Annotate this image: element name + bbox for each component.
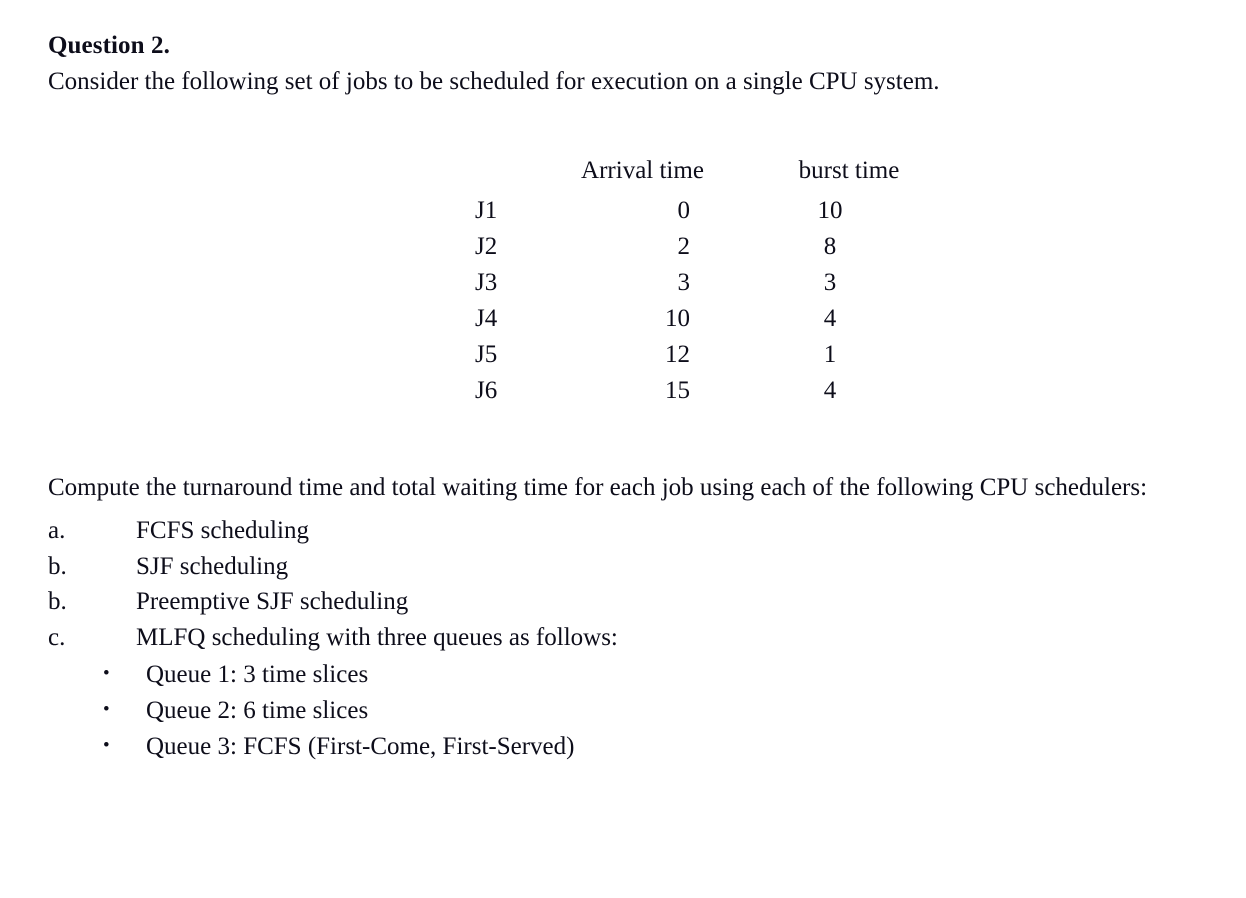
list-item (48, 693, 1194, 729)
list-item (48, 657, 1194, 693)
scheduler-options-list (48, 513, 1194, 655)
table-row (475, 378, 953, 414)
list-item (48, 620, 1194, 656)
table-row (475, 270, 953, 306)
list-item-label: FCFS scheduling (136, 517, 309, 544)
bullet-icon: • (103, 663, 110, 684)
cell-burst: 8 (823, 233, 837, 260)
list-item-label: Preemptive SJF scheduling (136, 588, 409, 615)
jobs-table (475, 158, 953, 414)
table-row (475, 198, 953, 234)
cell-arrival: 12 (665, 341, 690, 368)
cell-arrival: 0 (677, 197, 690, 224)
cell-job: J2 (475, 233, 498, 260)
mlfq-queue-list (48, 657, 1194, 765)
cell-job: J1 (475, 197, 498, 224)
cell-burst: 10 (817, 197, 843, 224)
cell-arrival: 15 (665, 377, 690, 404)
cell-job: J4 (475, 305, 498, 332)
list-item (48, 549, 1194, 585)
cell-arrival: 2 (677, 233, 690, 260)
cell-job: J3 (475, 269, 498, 296)
queue-label: Queue 2: 6 time slices (146, 697, 369, 724)
queue-label: Queue 1: 3 time slices (146, 661, 369, 688)
compute-instructions: Compute the turnaround time and total waiting time for each job using each of the following CPU schedulers: (48, 474, 1148, 501)
list-item (48, 729, 1194, 765)
list-item (48, 584, 1194, 620)
cell-job: J6 (475, 377, 498, 404)
jobs-table-container (48, 158, 1194, 414)
cell-burst: 3 (823, 269, 837, 296)
column-header-arrival-time: Arrival time (581, 157, 704, 184)
list-item-marker: c. (48, 623, 66, 651)
list-item-label: MLFQ scheduling with three queues as follows: (136, 623, 618, 651)
cell-arrival: 10 (665, 305, 690, 332)
cell-burst: 4 (823, 377, 837, 404)
question-intro-text: Consider the following set of jobs to be scheduled for execution on a single CPU system. (48, 67, 940, 95)
document-body (48, 28, 1194, 765)
jobs-table-body (475, 198, 953, 414)
cell-burst: 1 (823, 341, 837, 368)
list-item-marker: b. (48, 552, 67, 580)
jobs-table-header-row (475, 158, 953, 198)
cell-job: J5 (475, 341, 498, 368)
question-heading: Question 2. (48, 32, 170, 59)
list-item (48, 513, 1194, 549)
bullet-icon: • (103, 699, 110, 720)
table-row (475, 234, 953, 270)
list-item-marker: b. (48, 588, 67, 615)
table-row (475, 342, 953, 378)
cell-burst: 4 (823, 305, 837, 332)
bullet-icon: • (103, 735, 110, 756)
cell-arrival: 3 (677, 269, 690, 296)
table-row (475, 306, 953, 342)
queue-label: Queue 3: FCFS (First-Come, First-Served) (146, 733, 575, 760)
column-header-burst-time: burst time (798, 157, 900, 184)
list-item-label: SJF scheduling (136, 552, 289, 580)
list-item-marker: a. (48, 517, 66, 544)
jobs-table-head (475, 158, 953, 198)
column-header-job (475, 158, 540, 198)
